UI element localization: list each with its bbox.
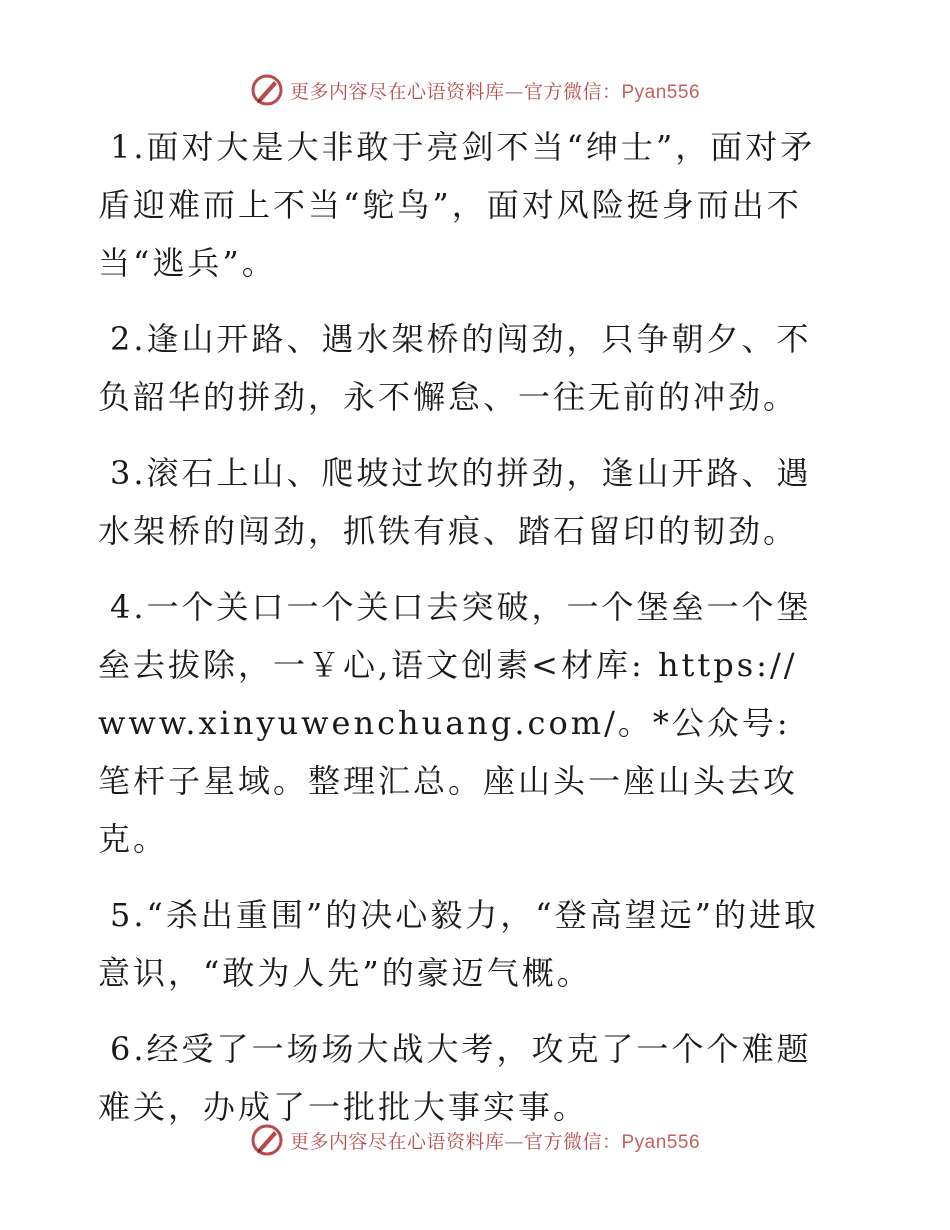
footer-label: 官方微信： bbox=[523, 1130, 622, 1153]
footer-watermark bbox=[0, 1120, 950, 1160]
footer-wechat-id: Pyan556 bbox=[621, 1131, 701, 1153]
document-body bbox=[98, 118, 833, 1154]
header-watermark bbox=[0, 70, 950, 110]
paragraph-5: 5.“杀出重围”的决心毅力，“登高望远”的进取意识，“敢为人先”的豪迈气概。 bbox=[98, 896, 819, 992]
paragraph-4: 4.一个关口一个关口去突破，一个堡垒一个堡垒去拔除，一￥心,语文创素<材库: https:// www.xinyuwenchuang.com/。*公众号: 笔杆子星域。整理汇总。座山头一座山头去攻克。 bbox=[98, 588, 812, 858]
pen-logo-icon bbox=[250, 1123, 284, 1157]
footer-separator: — bbox=[504, 1130, 524, 1153]
header-wechat-id: Pyan556 bbox=[621, 81, 701, 103]
header-banner-text bbox=[290, 77, 700, 104]
header-separator: — bbox=[504, 80, 524, 103]
header-label: 官方微信： bbox=[523, 80, 622, 103]
paragraph-2: 2.逢山开路、遇水架桥的闯劲，只争朝夕、不负韶华的拼劲，永不懈怠、一往无前的冲劲。 bbox=[98, 320, 812, 416]
pen-logo-icon bbox=[250, 73, 284, 107]
paragraph-6: 6.经受了一场场大战大考，攻克了一个个难题难关，办成了一批批大事实事。 bbox=[98, 1030, 812, 1126]
footer-site-text: 更多内容尽在心语资料库 bbox=[289, 1130, 505, 1153]
footer-banner-text bbox=[290, 1127, 700, 1154]
header-site-text: 更多内容尽在心语资料库 bbox=[289, 80, 505, 103]
paragraph-1: 1.面对大是大非敢于亮剑不当“绅士”，面对矛盾迎难而上不当“鸵鸟”，面对风险挺身而出不当“逃兵”。 bbox=[98, 128, 816, 282]
paragraph-3: 3.滚石上山、爬坡过坎的拼劲，逢山开路、遇水架桥的闯劲，抓铁有痕、踏石留印的韧劲。 bbox=[98, 454, 812, 550]
